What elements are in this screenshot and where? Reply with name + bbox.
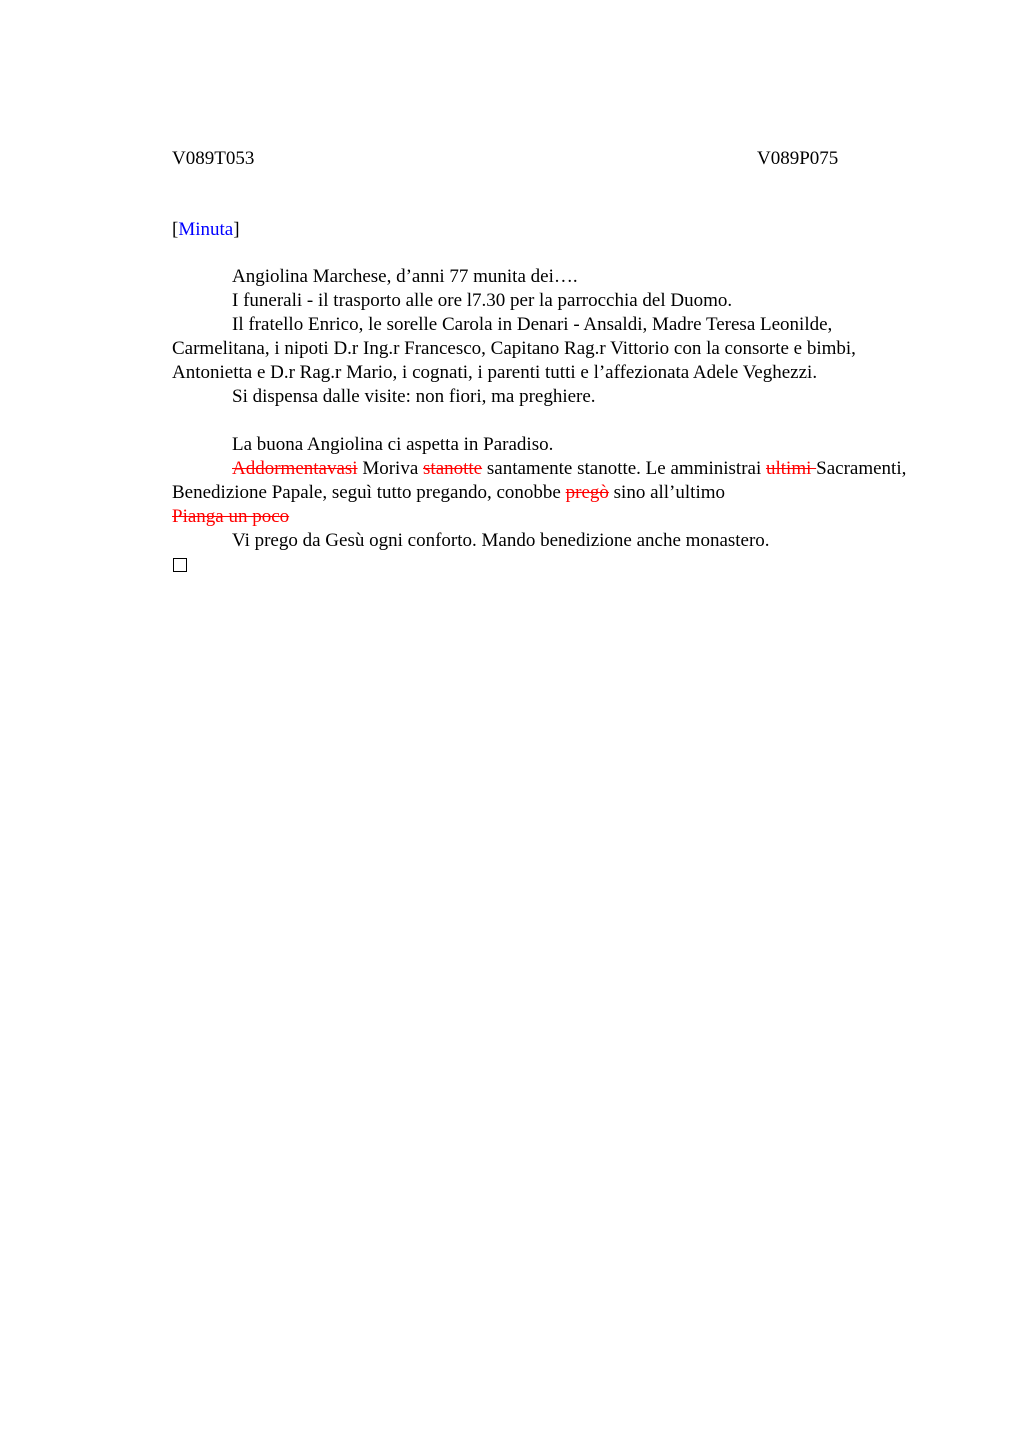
paragraph-gap xyxy=(172,409,932,433)
section-label xyxy=(172,218,240,242)
paragraph-8: Vi prego da Gesù ogni conforto. Mando benedizione anche monastero. xyxy=(232,530,770,551)
text-3: Sacramenti, Benedizione Papale, seguì tutto pregando, conobbe xyxy=(172,458,907,503)
deletion-4: pregò xyxy=(565,482,609,503)
checkbox-icon xyxy=(173,558,187,572)
label-minuta: Minuta xyxy=(178,219,234,240)
deletion-3: ultimi xyxy=(765,458,817,479)
paragraph-2: I funerali - il trasporto alle ore l7.30 per la parrocchia del Duomo. xyxy=(232,290,733,311)
deletion-1: Addormentavasi xyxy=(232,458,358,479)
deletion-2: stanotte xyxy=(423,458,483,479)
text-1: Moriva xyxy=(357,458,424,479)
text-4: sino all’ultimo xyxy=(608,482,725,503)
paragraph-4: Si dispensa dalle visite: non fiori, ma preghiere. xyxy=(232,386,596,407)
paragraph-1: Angiolina Marchese, d’anni 77 munita dei…. xyxy=(232,266,578,287)
paragraph-6 xyxy=(172,457,932,505)
header-right-code: V089P075 xyxy=(757,148,839,169)
label-open-bracket: [ xyxy=(172,219,179,240)
document-body xyxy=(172,265,932,572)
deletion-5: Pianga un poco xyxy=(172,506,290,527)
paragraph-3: Il fratello Enrico, le sorelle Carola in Denari - Ansaldi, Madre Teresa Leonilde, Carmelitana, i nipoti D.r Ing.r Francesco, Capitano Rag.r Vittorio con la consorte e bimbi, Antonietta e D.r Rag.r Mario, i cognati, i parenti tutti e l’affezionata Adele Veghezzi. xyxy=(172,314,856,383)
header-left-code: V089T053 xyxy=(172,148,255,169)
paragraph-5: La buona Angiolina ci aspetta in Paradiso. xyxy=(232,434,554,455)
label-close-bracket: ] xyxy=(233,219,240,240)
text-2: santamente stanotte. Le amministrai xyxy=(482,458,766,479)
paragraph-7-deleted xyxy=(172,505,932,529)
